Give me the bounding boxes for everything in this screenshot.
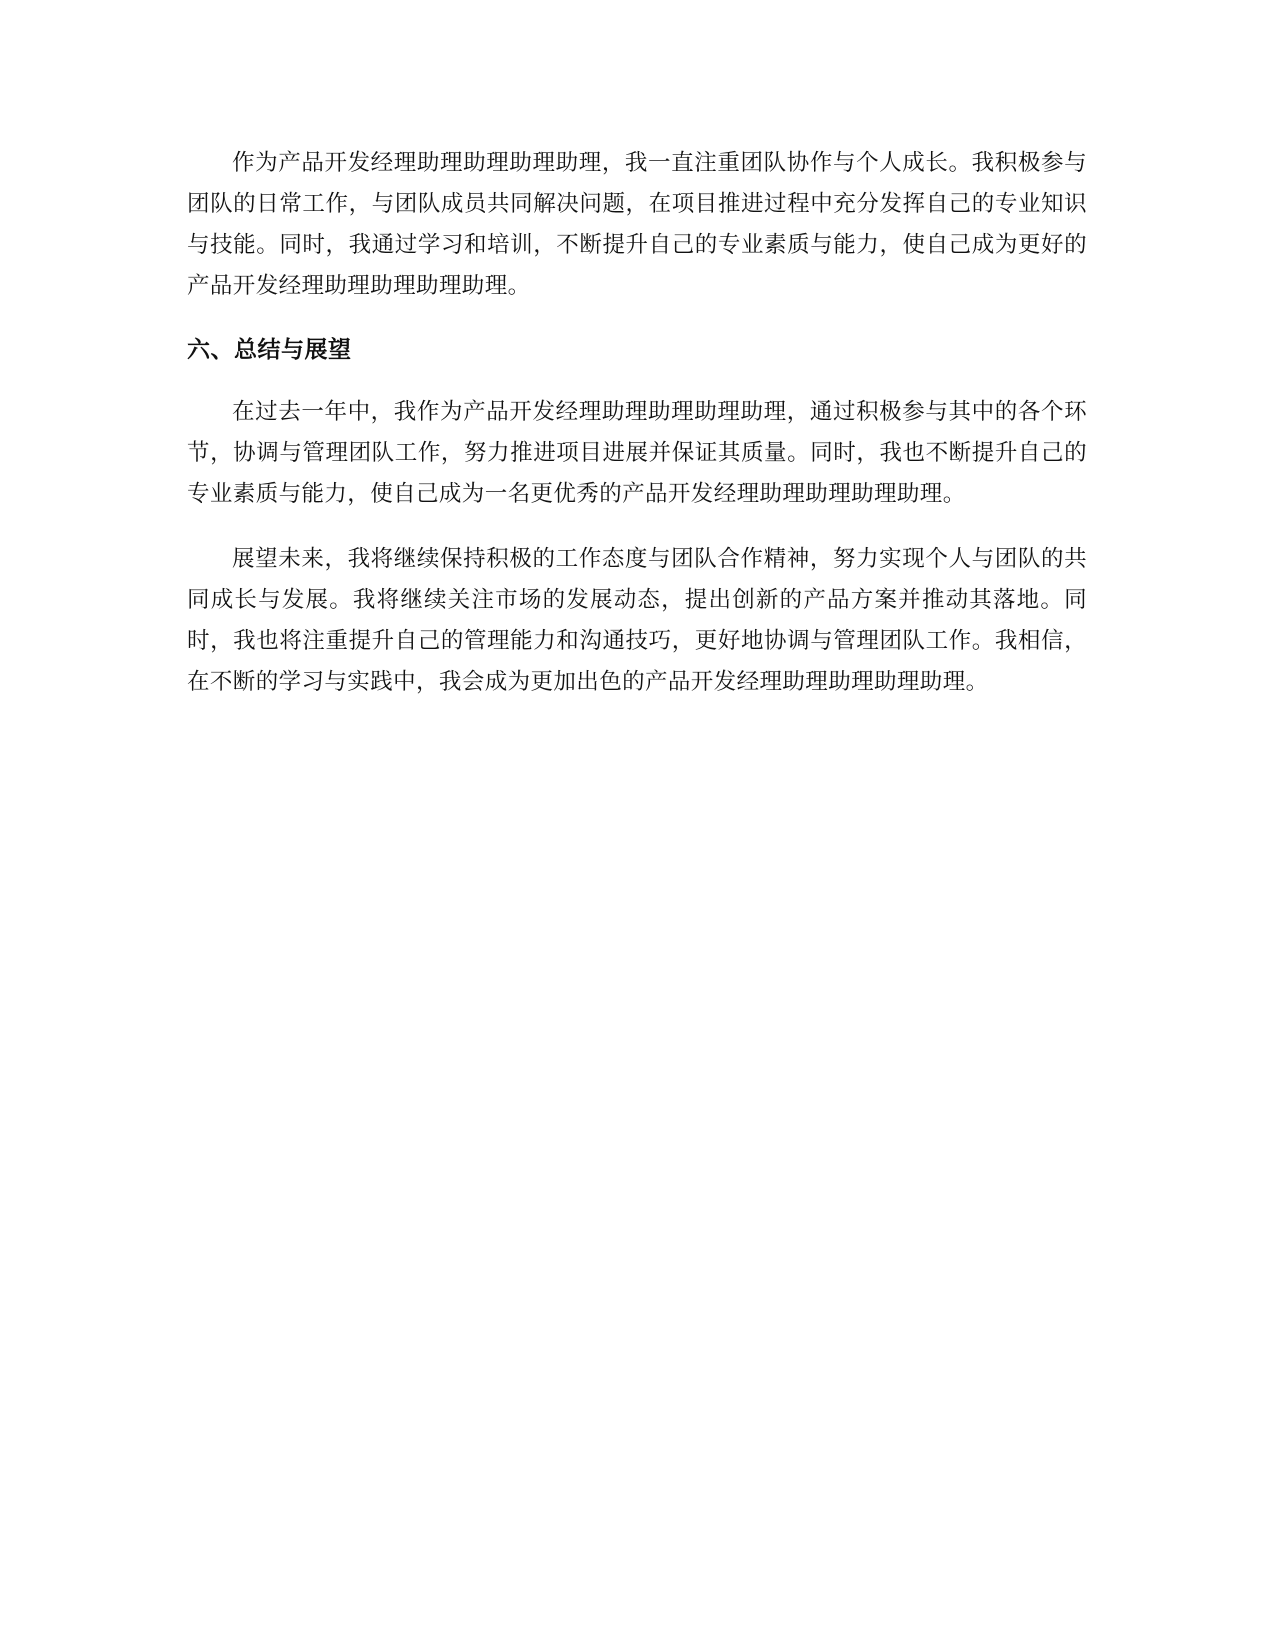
paragraph-outlook: 展望未来，我将继续保持积极的工作态度与团队合作精神，努力实现个人与团队的共同成长与发展。我将继续关注市场的发展动态，提出创新的产品方案并推动其落地。同时，我也将注重提升自己的管理能力和沟通技巧，更好地协调与管理团队工作。我相信，在不断的学习与实践中，我会成为更加出色的产品开发经理助理助理助理助理。 [187,546,1087,695]
document-body [187,143,1087,703]
paragraph-summary: 在过去一年中，我作为产品开发经理助理助理助理助理，通过积极参与其中的各个环节，协调与管理团队工作，努力推进项目进展并保证其质量。同时，我也不断提升自己的专业素质与能力，使自己成为一名更优秀的产品开发经理助理助理助理助理。 [187,399,1087,507]
paragraph-teamwork: 作为产品开发经理助理助理助理助理，我一直注重团队协作与个人成长。我积极参与团队的日常工作，与团队成员共同解决问题，在项目推进过程中充分发挥自己的专业知识与技能。同时，我通过学习和培训，不断提升自己的专业素质与能力，使自己成为更好的产品开发经理助理助理助理助理。 [187,150,1087,299]
section-heading: 六、总结与展望 [187,337,352,363]
